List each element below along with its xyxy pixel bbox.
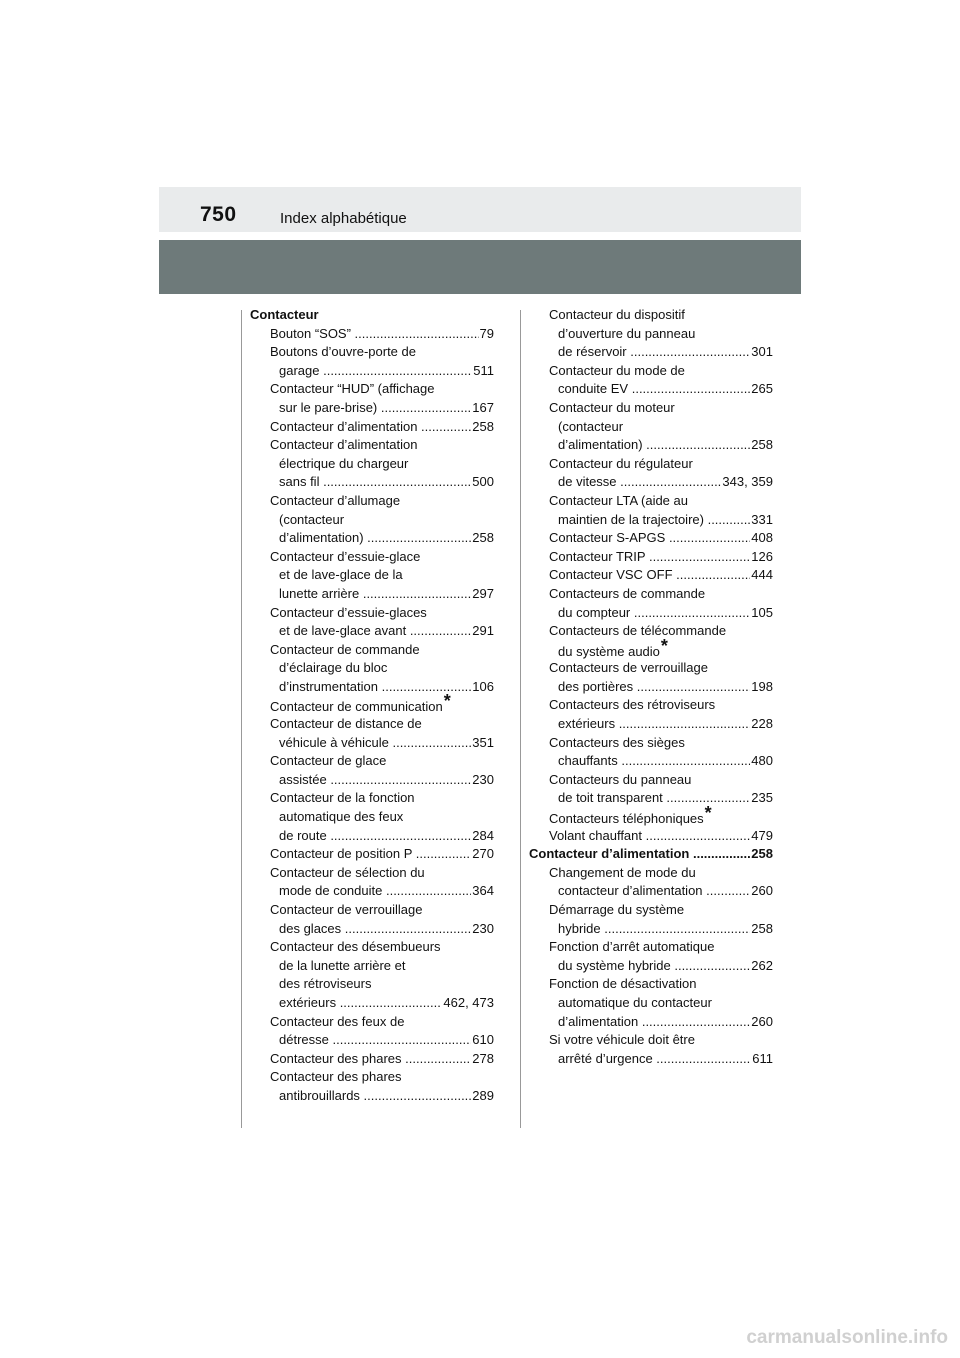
index-entry [529,803,773,827]
page-number: 750 [200,203,237,226]
index-entry [529,678,773,697]
page-reference: 126 [750,548,773,567]
page-reference: 262 [750,957,773,976]
index-entry [250,362,494,381]
page-reference: 167 [471,399,494,418]
index-entry [529,604,773,623]
entry-text: Contacteur des désembueurs [270,939,441,955]
entry-text: Bouton “SOS” ..... [270,325,494,344]
entry-text: Contacteur du dispositif [549,307,685,322]
entry-text: arrêté d’urgence ..... [558,1050,773,1069]
index-heading [250,306,494,325]
page-reference: 444 [750,566,773,585]
entry-text: automatique des feux [279,809,404,825]
index-entry [529,1050,773,1069]
index-entry [529,566,773,585]
page-reference: 198 [750,678,773,697]
entry-text: des glaces ..... [279,920,494,939]
index-entry [529,343,773,362]
entry-text: Contacteur d’allumage [270,492,401,508]
page-reference: 301 [750,343,773,362]
entry-text: Contacteur VSC OFF ..... [549,566,773,585]
entry-text: Fonction d’arrêt automatique [549,939,715,955]
page-reference: 480 [750,752,773,771]
index-entry [250,399,494,418]
index-entry [529,306,773,325]
entry-text: Démarrage du système [549,902,685,917]
index-entry [250,994,494,1013]
entry-text: extérieurs ..... [279,994,494,1013]
page-reference: 230 [471,771,494,790]
index-entry [250,882,494,901]
page-reference: 258 [750,845,773,864]
index-entry [250,975,494,994]
entry-text: Boutons d’ouvre-porte de [270,344,416,360]
entry-text: électrique du chargeur [279,455,409,471]
entry-text: Contacteur d’essuie-glaces [270,604,427,620]
page-reference: 289 [471,1087,494,1106]
index-entry [250,622,494,641]
index-entry [529,622,773,641]
entry-text: Contacteur d’essuie-glace [270,548,421,564]
entry-text: du compteur ..... [558,604,773,623]
entry-text: assistée ..... [279,771,494,790]
entry-text: Contacteur [250,307,319,322]
index-entry [250,566,494,585]
page-reference: 260 [750,1013,773,1032]
index-entry [250,771,494,790]
entry-text: Contacteur d’alimentation ..... [529,845,773,864]
entry-text: d’alimentation) ..... [558,436,773,455]
page-reference: 331 [750,511,773,530]
entry-text: d’alimentation ..... [558,1013,773,1032]
entry-text: Contacteur du mode de [549,362,685,378]
index-entry [529,920,773,939]
index-entry [250,492,494,511]
entry-text: Contacteur des phares ..... [270,1050,494,1069]
entry-text: (contacteur [558,418,624,434]
page-reference: 610 [471,1031,494,1050]
entry-text: Contacteurs de commande [549,585,706,601]
entry-text: Contacteur de sélection du [270,864,425,880]
page-reference: 500 [471,473,494,492]
index-entry [529,882,773,901]
page-reference: 106 [471,678,494,697]
entry-text: hybride ..... [558,920,773,939]
entry-text: de réservoir ..... [558,343,773,362]
left-divider [241,310,242,1128]
page-reference: 351 [471,734,494,753]
index-heading [529,845,773,864]
entry-text: Contacteur S-APGS ..... [549,529,773,548]
index-entry [529,548,773,567]
index-entry [250,1013,494,1032]
entry-text: Contacteur de distance de [270,716,422,732]
index-entry [529,1031,773,1050]
index-entry [529,696,773,715]
index-entry [529,380,773,399]
entry-text: Contacteurs des rétroviseurs [549,697,716,713]
entry-text: Contacteurs de télécommande [549,623,727,639]
index-entry [250,325,494,344]
index-entry [529,938,773,957]
index-entry [250,380,494,399]
entry-text: Contacteur TRIP ..... [549,548,773,567]
index-entry [250,455,494,474]
index-entry [250,752,494,771]
index-entry [250,343,494,362]
page-reference: 278 [471,1050,494,1069]
index-entry [250,418,494,437]
index-entry [250,808,494,827]
entry-text: de route ..... [279,827,494,846]
index-entry [250,585,494,604]
entry-text: garage ..... [279,362,494,381]
entry-text: détresse ..... [279,1031,494,1050]
entry-text: Contacteur des phares [270,1069,402,1085]
index-entry [529,734,773,753]
index-entry [250,1068,494,1087]
index-entry [250,529,494,548]
index-entry [250,678,494,697]
index-entry [529,492,773,511]
page-reference: 479 [750,827,773,846]
index-entry [250,845,494,864]
index-entry [250,641,494,660]
page-reference: 105 [750,604,773,623]
index-entry [250,901,494,920]
index-entry [529,771,773,790]
index-entry [529,994,773,1013]
entry-text: d’éclairage du bloc [279,660,388,676]
page-reference: 258 [471,418,494,437]
page-reference: 228 [750,715,773,734]
index-entry [529,585,773,604]
index-entry [250,1050,494,1069]
entry-text: chauffants ..... [558,752,773,771]
footnote-asterisk: * [443,691,451,712]
page-reference: 462, 473 [442,994,494,1013]
index-entry [250,604,494,623]
entry-text: Contacteur du moteur [549,399,675,415]
page-reference: 511 [472,362,494,381]
entry-text: et de lave-glace avant ..... [279,622,494,641]
entry-text: Contacteur de la fonction [270,790,415,806]
entry-text: et de lave-glace de la [279,567,403,583]
index-entry [529,455,773,474]
entry-text: extérieurs ..... [558,715,773,734]
entry-text: contacteur d’alimentation ..... [558,882,773,901]
index-entry [250,920,494,939]
entry-text: du système hybride ..... [558,957,773,976]
index-entry [529,325,773,344]
header-bar [159,187,801,232]
page-reference: 258 [750,920,773,939]
index-entry [250,864,494,883]
index-entry [250,659,494,678]
header-band [159,240,801,294]
page-reference: 611 [751,1050,773,1069]
index-entry [529,399,773,418]
index-entry [529,901,773,920]
page-reference: 79 [479,325,494,344]
entry-text: véhicule à véhicule ..... [279,734,494,753]
index-entry [529,362,773,381]
entry-text: d’ouverture du panneau [558,325,696,341]
entry-text: du système audio* [558,635,668,659]
page-reference: 270 [471,845,494,864]
entry-text: Si votre véhicule doit être [549,1032,695,1048]
index-entry [250,715,494,734]
index-entry [529,1013,773,1032]
entry-text: Contacteurs téléphoniques* [549,803,712,827]
entry-text: Volant chauffant ..... [549,827,773,846]
entry-text: antibrouillards ..... [279,1087,494,1106]
index-entry [250,691,494,715]
page-reference: 258 [750,436,773,455]
index-entry [529,752,773,771]
entry-text: Contacteur d’alimentation [270,437,418,453]
index-entry [250,957,494,976]
index-entry [529,715,773,734]
index-entry [529,864,773,883]
index-column-right [529,306,773,1068]
index-entry [529,827,773,846]
entry-text: sur le pare-brise) ..... [279,399,494,418]
page-reference: 291 [471,622,494,641]
footnote-asterisk: * [660,635,668,656]
entry-text: des portières ..... [558,678,773,697]
entry-text: de toit transparent ..... [558,789,773,808]
entry-text: Fonction de désactivation [549,976,697,992]
entry-text: Contacteurs de verrouillage [549,660,708,676]
page-reference: 265 [750,380,773,399]
index-entry [529,957,773,976]
index-entry [250,734,494,753]
index-entry [529,659,773,678]
watermark: carmanualsonline.info [746,1327,948,1348]
entry-text: sans fil ..... [279,473,494,492]
index-entry [529,635,773,660]
index-entry [250,1087,494,1106]
entry-text: lunette arrière ..... [279,585,494,604]
entry-text: Contacteur LTA (aide au [549,492,688,508]
entry-text: Contacteurs des sièges [549,734,685,750]
index-entry [529,529,773,548]
entry-text: Changement de mode du [549,864,696,880]
index-entry [250,436,494,455]
page-reference: 235 [750,789,773,808]
entry-text: Contacteur de commande [270,641,420,657]
entry-text: conduite EV ..... [558,380,773,399]
page-reference: 260 [750,882,773,901]
entry-text: Contacteur de communication* [270,691,451,715]
index-entry [250,938,494,957]
index-entry [529,473,773,492]
index-entry [529,418,773,437]
entry-text: Contacteur des feux de [270,1013,405,1029]
index-entry [250,827,494,846]
page-reference: 297 [471,585,494,604]
index-entry [250,473,494,492]
footnote-asterisk: * [704,803,712,824]
entry-text: Contacteurs du panneau [549,771,692,787]
entry-text: de la lunette arrière et [279,957,406,973]
entry-text: Contacteur du régulateur [549,455,693,471]
page-reference: 364 [471,882,494,901]
entry-text: Contacteur d’alimentation ..... [270,418,494,437]
index-entry [529,511,773,530]
page-reference: 230 [471,920,494,939]
index-column-left [250,306,494,1106]
entry-text: Contacteur de verrouillage [270,902,423,917]
index-entry [529,975,773,994]
page-reference: 284 [471,827,494,846]
index-entry [250,548,494,567]
section-title: Index alphabétique [280,210,407,227]
entry-text: maintien de la trajectoire) ..... [558,511,773,530]
entry-text: Contacteur de glace [270,753,387,769]
page-reference: 258 [471,529,494,548]
entry-text: des rétroviseurs [279,976,372,992]
index-entry [529,789,773,808]
index-entry [529,436,773,455]
entry-text: (contacteur [279,511,345,527]
center-divider [520,310,521,1128]
entry-text: Contacteur de position P ..... [270,845,494,864]
index-entry [250,511,494,530]
entry-text: Contacteur “HUD” (affichage [270,381,435,397]
entry-text: automatique du contacteur [558,994,712,1010]
index-entry [250,1031,494,1050]
index-entry [250,789,494,808]
entry-text: mode de conduite ..... [279,882,494,901]
page-reference: 408 [750,529,773,548]
page-reference: 343, 359 [721,473,773,492]
entry-text: d’instrumentation ..... [279,678,494,697]
entry-text: d’alimentation) ..... [279,529,494,548]
entry-text: de vitesse ..... [558,473,773,492]
